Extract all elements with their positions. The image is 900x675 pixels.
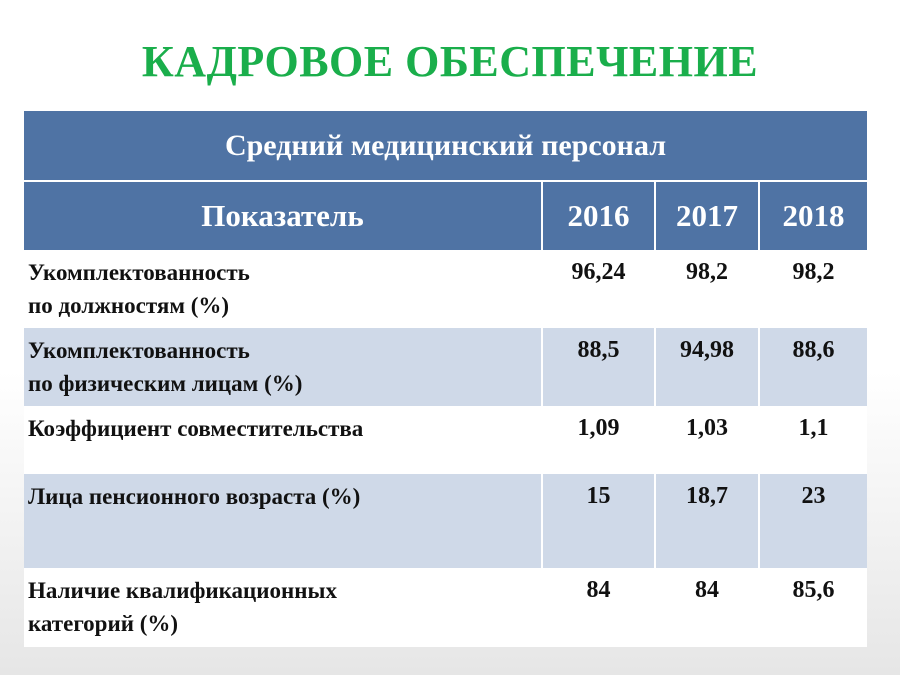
cell-value: 84 <box>655 568 759 647</box>
table-row <box>24 474 867 568</box>
row-label-line: Укомплектованность <box>28 338 250 363</box>
row-label-line: Наличие квалификационных <box>28 578 337 603</box>
cell-value: 98,2 <box>759 250 867 328</box>
cell-value: 96,24 <box>542 250 655 328</box>
row-label: Коэффициент совместительства <box>24 406 542 474</box>
cell-value: 18,7 <box>655 474 759 568</box>
row-label-line: категорий (%) <box>28 611 179 636</box>
table-row <box>24 250 867 328</box>
row-label-line: по физическим лицам (%) <box>28 371 303 396</box>
row-label <box>24 250 542 328</box>
cell-value: 1,03 <box>655 406 759 474</box>
row-label-line: по должностям (%) <box>28 293 230 318</box>
row-label: Лица пенсионного возраста (%) <box>24 474 542 568</box>
cell-value: 1,09 <box>542 406 655 474</box>
cell-value: 84 <box>542 568 655 647</box>
header-year-2017: 2017 <box>655 181 759 250</box>
table-row <box>24 328 867 406</box>
table-caption: Средний медицинский персонал <box>24 111 867 181</box>
cell-value: 94,98 <box>655 328 759 406</box>
cell-value: 15 <box>542 474 655 568</box>
row-label <box>24 568 542 647</box>
cell-value: 85,6 <box>759 568 867 647</box>
table-row <box>24 406 867 474</box>
staffing-table <box>24 111 867 647</box>
table-header-row <box>24 181 867 250</box>
cell-value: 1,1 <box>759 406 867 474</box>
table-row <box>24 568 867 647</box>
cell-value: 23 <box>759 474 867 568</box>
row-label <box>24 328 542 406</box>
row-label-line: Укомплектованность <box>28 260 250 285</box>
cell-value: 88,6 <box>759 328 867 406</box>
header-year-2018: 2018 <box>759 181 867 250</box>
header-indicator: Показатель <box>24 181 542 250</box>
cell-value: 98,2 <box>655 250 759 328</box>
page-title: КАДРОВОЕ ОБЕСПЕЧЕНИЕ <box>141 37 759 86</box>
cell-value: 88,5 <box>542 328 655 406</box>
table-caption-row <box>24 111 867 181</box>
header-year-2016: 2016 <box>542 181 655 250</box>
